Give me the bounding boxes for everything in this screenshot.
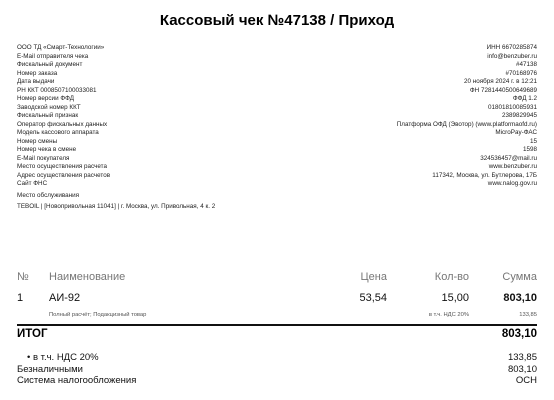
info-row <box>17 129 537 138</box>
service-place-label: Место обслуживания <box>17 191 80 199</box>
info-label: Модель кассового аппарата <box>17 129 99 136</box>
info-row-service-place-label <box>17 192 537 201</box>
summary-value: ОСН <box>515 375 537 386</box>
info-label: Заводской номер ККТ <box>17 103 81 111</box>
info-label: Фискальный признак <box>17 112 79 119</box>
total-value: 803,10 <box>501 328 537 340</box>
table-row-details <box>17 312 537 320</box>
item-sum: 803,10 <box>503 292 537 304</box>
info-label: Адрес осуществления расчетов <box>17 171 111 179</box>
info-value: ИНН 6670285874 <box>486 44 537 51</box>
header-price: Цена <box>360 271 387 283</box>
receipt-info <box>17 44 537 212</box>
info-value: Платформа ОФД (Эвотор) (www.platformaofd.ru) <box>396 120 537 128</box>
info-label: Номер смены <box>17 137 58 145</box>
info-label: РН ККТ 0008507100033081 <box>17 86 97 94</box>
total-label: ИТОГ <box>17 328 48 340</box>
info-label: Фискальный документ <box>17 61 83 68</box>
summary-value: 133,85 <box>507 352 537 363</box>
info-row <box>17 112 537 121</box>
info-row <box>17 61 537 70</box>
info-row <box>17 95 537 104</box>
info-row <box>17 104 537 113</box>
receipt-title: Кассовый чек №47138 / Приход <box>159 12 395 29</box>
info-label: Оператор фискальных данных <box>17 120 108 128</box>
info-row <box>17 78 537 87</box>
info-value: 01801810085931 <box>487 103 537 111</box>
header-num: № <box>17 271 29 283</box>
summary-value: 803,10 <box>507 363 537 375</box>
info-value: #47138 <box>515 61 537 68</box>
info-label: Сайт ФНС <box>17 180 48 187</box>
info-row <box>17 172 537 181</box>
info-value: 20 ноября 2024 г. в 12:21 <box>464 78 537 85</box>
item-price: 53,54 <box>359 292 387 304</box>
total-divider <box>17 324 537 326</box>
summary-label: Безналичными <box>17 363 83 375</box>
header-sum: Сумма <box>502 271 537 283</box>
info-row <box>17 138 537 147</box>
info-row <box>17 163 537 172</box>
info-row <box>17 53 537 62</box>
info-row <box>17 146 537 155</box>
info-value: www.benzuber.ru <box>488 163 537 170</box>
info-row <box>17 87 537 96</box>
info-label: E-Mail покупателя <box>17 154 70 162</box>
item-qty: 15,00 <box>441 292 469 304</box>
table-header <box>17 271 537 287</box>
info-row-service-place-value <box>17 203 537 212</box>
header-qty: Кол-во <box>434 271 469 283</box>
item-payment-details: Полный расчёт; Подакцизный товар <box>49 312 147 318</box>
item-vat-value: 133,85 <box>519 312 537 318</box>
info-label: Дата выдачи <box>17 78 55 85</box>
info-value: 1598 <box>522 146 537 153</box>
summary <box>17 352 537 387</box>
info-value: 2389829945 <box>501 112 537 119</box>
info-value: ФН 7281440500649689 <box>469 86 537 94</box>
info-label: ООО ТД «Смарт-Технологии» <box>17 44 105 51</box>
service-place-value: TEBOIL | [Новопривольная 11041] | г. Москва, ул. Привольная, 4 к. 2 <box>17 203 216 210</box>
info-label: Номер версии ФФД <box>17 95 74 102</box>
summary-row <box>17 364 537 376</box>
summary-row <box>17 352 537 364</box>
info-label: Место осуществления расчета <box>17 163 107 170</box>
info-value: 15 <box>529 137 537 145</box>
table-row <box>17 292 537 306</box>
info-row <box>17 70 537 79</box>
info-value: info@benzuber.ru <box>487 52 537 60</box>
info-row <box>17 180 537 189</box>
item-num: 1 <box>17 292 24 304</box>
item-vat-label: в т.ч. НДС 20% <box>428 312 469 318</box>
info-label: Номер заказа <box>17 69 58 77</box>
summary-label: • в т.ч. НДС 20% <box>27 352 99 363</box>
info-value: ФФД 1.2 <box>512 95 537 102</box>
info-row <box>17 44 537 53</box>
info-label: Номер чека в смене <box>17 146 77 153</box>
info-value: MicroPay-ФАС <box>495 129 537 136</box>
header-name: Наименование <box>49 271 126 283</box>
info-row <box>17 155 537 164</box>
summary-label: Система налогообложения <box>17 375 137 386</box>
info-label: E-Mail отправителя чека <box>17 52 89 60</box>
total-row <box>17 328 537 344</box>
info-value: 324536457@mail.ru <box>480 154 537 162</box>
item-name: АИ-92 <box>49 292 81 304</box>
info-value: 117342, Москва, ул. Бутлерова, 17Б <box>432 171 537 179</box>
info-value: www.nalog.gov.ru <box>487 180 537 187</box>
info-row <box>17 121 537 130</box>
summary-row <box>17 375 537 387</box>
info-value: #70168976 <box>505 69 537 77</box>
